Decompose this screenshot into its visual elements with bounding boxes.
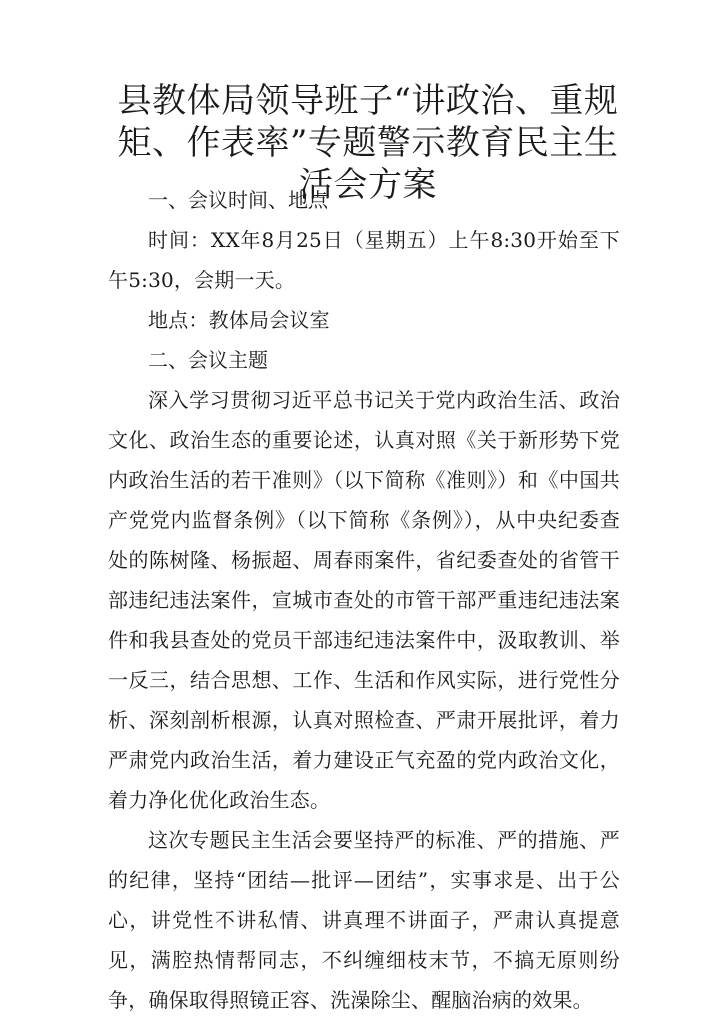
document-title: 县教体局领导班子“讲政治、重规矩、作表率”专题警示教育民主生活会方案 (117, 81, 619, 205)
paragraph-theme-detail: 深入学习贯彻习近平总书记关于党内政治生活、政治文化、政治生态的重要论述，认真对照《关于新形势下党内政治生活的若干准则》（以下简称《准则》）和《中国共产党党内监督条例》（以下简称《条例》），从中央纪委查处的陈树隆、杨振超、周春雨案件，省纪委查处的省管干部违纪违法案件，宣城市查处的市管干部严重违纪违法案件和我县查处的党员干部违纪违法案件中，汲取教训、举一反三，结合思想、工作、生活和作风实际，进行党性分析、深刻剖析根源，认真对照检查、严肃开展批评，着力严肃党内政治生活，着力建设正气充盈的党内政治文化，着力净化优化政治生态。 (108, 388, 620, 812)
paragraph-place: 地点：教体局会议室 (148, 308, 330, 332)
section-heading-time-place: 一、会议时间、地点 (148, 188, 328, 212)
paragraph-meeting-requirements: 这次专题民主生活会要坚持严的标准、严的措施、严的纪律，坚持“团结—批评—团结”，实事求是、出于公心，讲党性不讲私情、讲真理不讲面子，严肃认真提意见，满腔热情帮同志，不纠缠细枝末节，不搞无原则纷争，确保取得照镜正容、洗澡除尘、醒脑治病的效果。 (108, 828, 620, 1012)
document-body (108, 180, 620, 1020)
section-heading-theme: 二、会议主题 (148, 348, 268, 372)
paragraph-time: 时间：XX年8月25日（星期五）上午8:30开始至下午5:30，会期一天。 (108, 228, 620, 292)
